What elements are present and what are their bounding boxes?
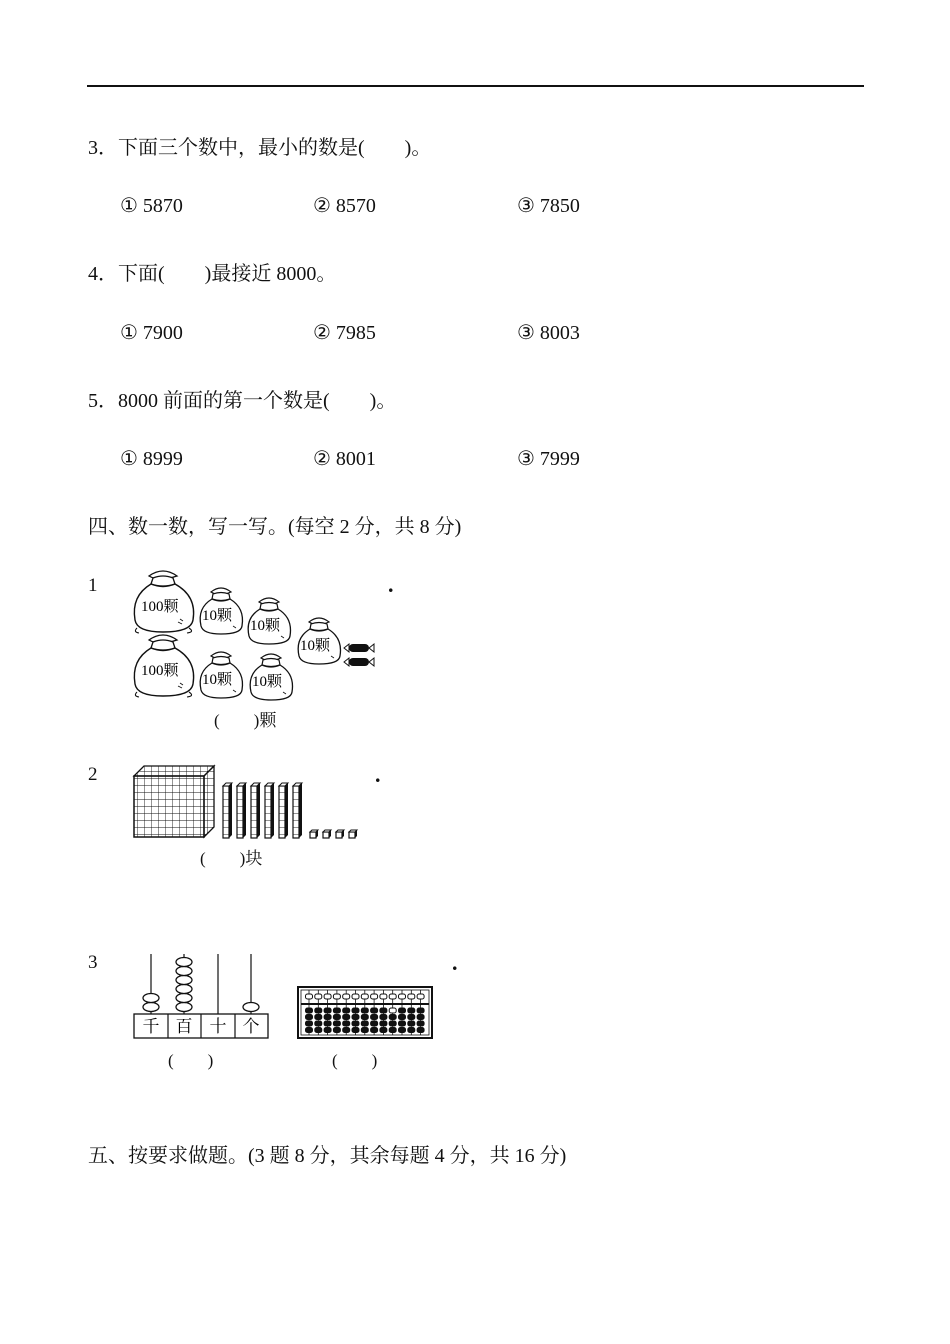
q3-option-2: ② 8570: [313, 195, 376, 217]
bag-100-top: [134, 571, 193, 633]
counter-bead: [143, 994, 159, 1003]
svg-text:10颗: 10颗: [202, 608, 233, 624]
unit-cubes: [310, 830, 357, 838]
section-5-heading: 五、按要求做题。(3 题 8 分，其余每题 4 分，共 16 分): [88, 1145, 567, 1167]
counter-bead: [176, 976, 192, 985]
abacus-upper-bead: [324, 994, 331, 999]
svg-text:10颗: 10颗: [300, 638, 331, 654]
q4-option-1: ① 7900: [120, 322, 183, 344]
abacus-lower-bead: [324, 1028, 331, 1033]
abacus-lower-bead: [315, 1015, 322, 1020]
counter-bead: [243, 1003, 259, 1012]
counter-bead: [176, 994, 192, 1003]
abacus-upper-bead: [380, 994, 387, 999]
question-5: 5．8000 前面的第一个数是( )。: [88, 390, 397, 412]
abacus-lower-bead: [389, 1008, 396, 1013]
q3-option-3: ③ 7850: [517, 195, 580, 217]
abacus-lower-bead: [408, 1021, 415, 1026]
q5-option-3: ③ 7999: [517, 448, 580, 470]
abacus-lower-bead: [417, 1028, 424, 1033]
abacus: [297, 986, 435, 1040]
abacus-lower-bead: [371, 1028, 378, 1033]
abacus-lower-bead: [352, 1021, 359, 1026]
item-3-number: 3: [88, 952, 98, 973]
abacus-lower-bead: [315, 1028, 322, 1033]
counter-bead: [176, 967, 192, 976]
place-ones: 个: [242, 1017, 260, 1037]
bag-10-d: [200, 652, 242, 698]
abacus-lower-bead: [417, 1015, 424, 1020]
abacus-lower-bead: [343, 1015, 350, 1020]
item-2-dot: .: [375, 762, 381, 787]
abacus-upper-bead: [408, 994, 415, 999]
abacus-lower-bead: [315, 1008, 322, 1013]
bag-10-b: [248, 598, 290, 644]
question-3: 3．下面三个数中，最小的数是( )。: [88, 137, 432, 159]
header-rule: [87, 85, 864, 87]
ten-rods: [223, 783, 302, 838]
abacus-lower-bead: [343, 1028, 350, 1033]
q4-option-3: ③ 8003: [517, 322, 580, 344]
svg-text:10颗: 10颗: [250, 618, 281, 634]
abacus-lower-bead: [324, 1015, 331, 1020]
place-tens: 十: [209, 1017, 227, 1037]
abacus-lower-bead: [417, 1021, 424, 1026]
abacus-lower-bead: [399, 1028, 406, 1033]
counter-bead: [176, 958, 192, 967]
abacus-lower-bead: [333, 1028, 340, 1033]
abacus-upper-bead: [399, 994, 406, 999]
abacus-lower-bead: [361, 1008, 368, 1013]
abacus-lower-bead: [380, 1015, 387, 1020]
abacus-lower-bead: [399, 1008, 406, 1013]
item-3-caption-left: ( ): [168, 1051, 214, 1070]
candy-bags-figure: [125, 560, 385, 700]
abacus-lower-bead: [333, 1008, 340, 1013]
abacus-lower-bead: [361, 1015, 368, 1020]
abacus-lower-bead: [306, 1028, 313, 1033]
abacus-lower-bead: [324, 1021, 331, 1026]
thousand-cube: [134, 766, 214, 837]
bag-100-bottom: [134, 635, 193, 697]
abacus-upper-bead: [333, 994, 340, 999]
abacus-upper-bead: [361, 994, 368, 999]
abacus-lower-bead: [417, 1008, 424, 1013]
abacus-lower-bead: [389, 1021, 396, 1026]
abacus-lower-bead: [306, 1015, 313, 1020]
bag-100-top-label: 100颗: [141, 599, 179, 615]
abacus-lower-bead: [408, 1008, 415, 1013]
abacus-lower-bead: [306, 1021, 313, 1026]
base-ten-blocks-figure: [130, 764, 370, 844]
abacus-lower-bead: [399, 1021, 406, 1026]
abacus-lower-bead: [315, 1021, 322, 1026]
item-3-caption-right: ( ): [332, 1051, 378, 1070]
q3-option-1: ① 5870: [120, 195, 183, 217]
abacus-lower-bead: [380, 1008, 387, 1013]
abacus-upper-bead: [389, 994, 396, 999]
section-4-heading: 四、数一数，写一写。(每空 2 分，共 8 分): [88, 516, 462, 538]
abacus-lower-bead: [333, 1021, 340, 1026]
abacus-lower-bead: [306, 1008, 313, 1013]
item-2-caption: ( )块: [200, 849, 263, 868]
abacus-lower-bead: [361, 1021, 368, 1026]
abacus-lower-bead: [371, 1008, 378, 1013]
abacus-upper-bead: [306, 994, 313, 999]
item-3-dot: .: [452, 950, 458, 975]
abacus-lower-bead: [380, 1028, 387, 1033]
q4-option-2: ② 7985: [313, 322, 376, 344]
abacus-lower-bead: [352, 1028, 359, 1033]
candy-1: [344, 644, 374, 652]
abacus-lower-bead: [324, 1008, 331, 1013]
item-1-dot: .: [388, 572, 394, 597]
abacus-upper-bead: [343, 994, 350, 999]
candy-2: [344, 658, 374, 666]
bag-10-e: [250, 654, 292, 700]
abacus-lower-bead: [371, 1021, 378, 1026]
abacus-upper-bead: [315, 994, 322, 999]
counter-bead: [176, 985, 192, 994]
abacus-lower-bead: [333, 1015, 340, 1020]
bag-10-c: [298, 618, 340, 664]
abacus-lower-bead: [343, 1008, 350, 1013]
abacus-lower-bead: [389, 1028, 396, 1033]
abacus-upper-bead: [371, 994, 378, 999]
abacus-lower-bead: [343, 1021, 350, 1026]
abacus-lower-bead: [361, 1028, 368, 1033]
abacus-lower-bead: [352, 1008, 359, 1013]
abacus-upper-bead: [417, 994, 424, 999]
bag-10-a: [200, 588, 242, 634]
q5-option-1: ① 8999: [120, 448, 183, 470]
counter-bead: [143, 1003, 159, 1012]
abacus-lower-bead: [352, 1015, 359, 1020]
counter-beads: [143, 958, 259, 1012]
svg-text:10颗: 10颗: [252, 674, 283, 690]
item-2-number: 2: [88, 764, 98, 785]
abacus-lower-bead: [380, 1021, 387, 1026]
place-value-counter: [133, 952, 273, 1040]
item-1-number: 1: [88, 575, 98, 596]
abacus-lower-bead: [371, 1015, 378, 1020]
abacus-upper-bead: [352, 994, 359, 999]
abacus-lower-bead: [389, 1015, 396, 1020]
q5-option-2: ② 8001: [313, 448, 376, 470]
abacus-lower-bead: [399, 1015, 406, 1020]
place-hundreds: 百: [175, 1017, 193, 1037]
counter-bead: [176, 1003, 192, 1012]
abacus-lower-bead: [408, 1015, 415, 1020]
place-thousands: 千: [142, 1017, 160, 1037]
bag-100-bottom-label: 100颗: [141, 663, 179, 679]
abacus-lower-bead: [408, 1028, 415, 1033]
question-4: 4．下面( )最接近 8000。: [88, 263, 337, 285]
svg-text:10颗: 10颗: [202, 672, 233, 688]
item-1-caption: ( )颗: [214, 711, 277, 730]
